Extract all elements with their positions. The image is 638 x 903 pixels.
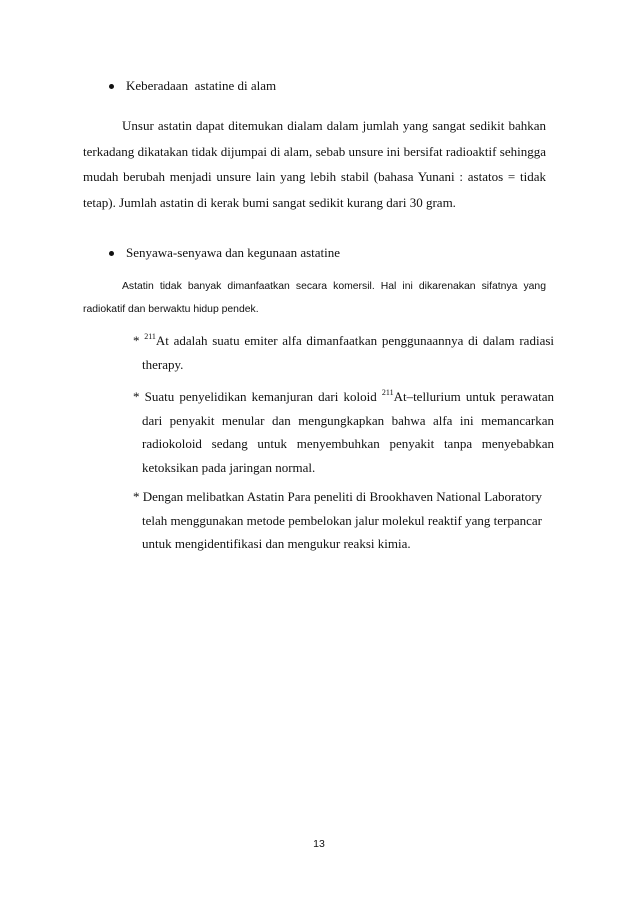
heading-text: Senyawa-senyawa dan kegunaan astatine — [126, 245, 341, 260]
list-item-text-after: At–tellurium untuk perawatan dari penyakit menular dan mengungkapkan bahwa alfa ini memancarkan radiokoloid sedang untuk menyembuhkan penyakit tanpa menyebabkan ketoksikan pada jaringan normal. — [142, 389, 555, 475]
list-item-text-before: Suatu penyelidikan kemanjuran dari koloid — [144, 389, 382, 404]
list-marker: * — [133, 489, 143, 504]
isotope-superscript: 211 — [144, 331, 156, 341]
section-heading-senyawa — [109, 245, 340, 261]
heading-text: Keberadaan astatine di alam — [126, 78, 277, 93]
list-item-radiasi — [133, 329, 554, 376]
list-item-brookhaven — [133, 485, 554, 556]
bullet-dot-icon — [109, 84, 114, 89]
isotope-superscript: 211 — [381, 387, 394, 397]
list-marker: * — [133, 333, 145, 348]
list-item-koloid — [133, 385, 554, 479]
list-marker: * — [133, 389, 145, 404]
bullet-dot-icon — [109, 251, 114, 256]
paragraph-senyawa-intro: Astatin tidak banyak dimanfaatkan secara komersil. Hal ini dikarenakan sifatnya yang radiokatif dan berwaktu hidup pendek. — [83, 281, 546, 315]
list-item-text: At adalah suatu emiter alfa dimanfaatkan penggunaannya di dalam radiasi therapy. — [142, 333, 555, 372]
list-item-text: Dengan melibatkan Astatin Para peneliti di Brookhaven National Laboratory telah menggunakan metode pembelokan jalur molekul reaktif yang terpancar untuk mengidentifikasi dan mengukur reaksi kimia. — [142, 489, 543, 551]
section-heading-keberadaan — [109, 78, 276, 94]
paragraph-keberadaan: Unsur astatin dapat ditemukan dialam dalam jumlah yang sangat sedikit bahkan terkadang dikatakan tidak dijumpai di alam, sebab unsure ini bersifat radioaktif sehingga mudah berubah menjadi unsure lain yang lebih stabil (bahasa Yunani : astatos = tidak tetap). Jumlah astatin di kerak bumi sangat sedikit kurang dari 30 gram. — [83, 118, 546, 210]
page-number: 13 — [313, 838, 325, 850]
